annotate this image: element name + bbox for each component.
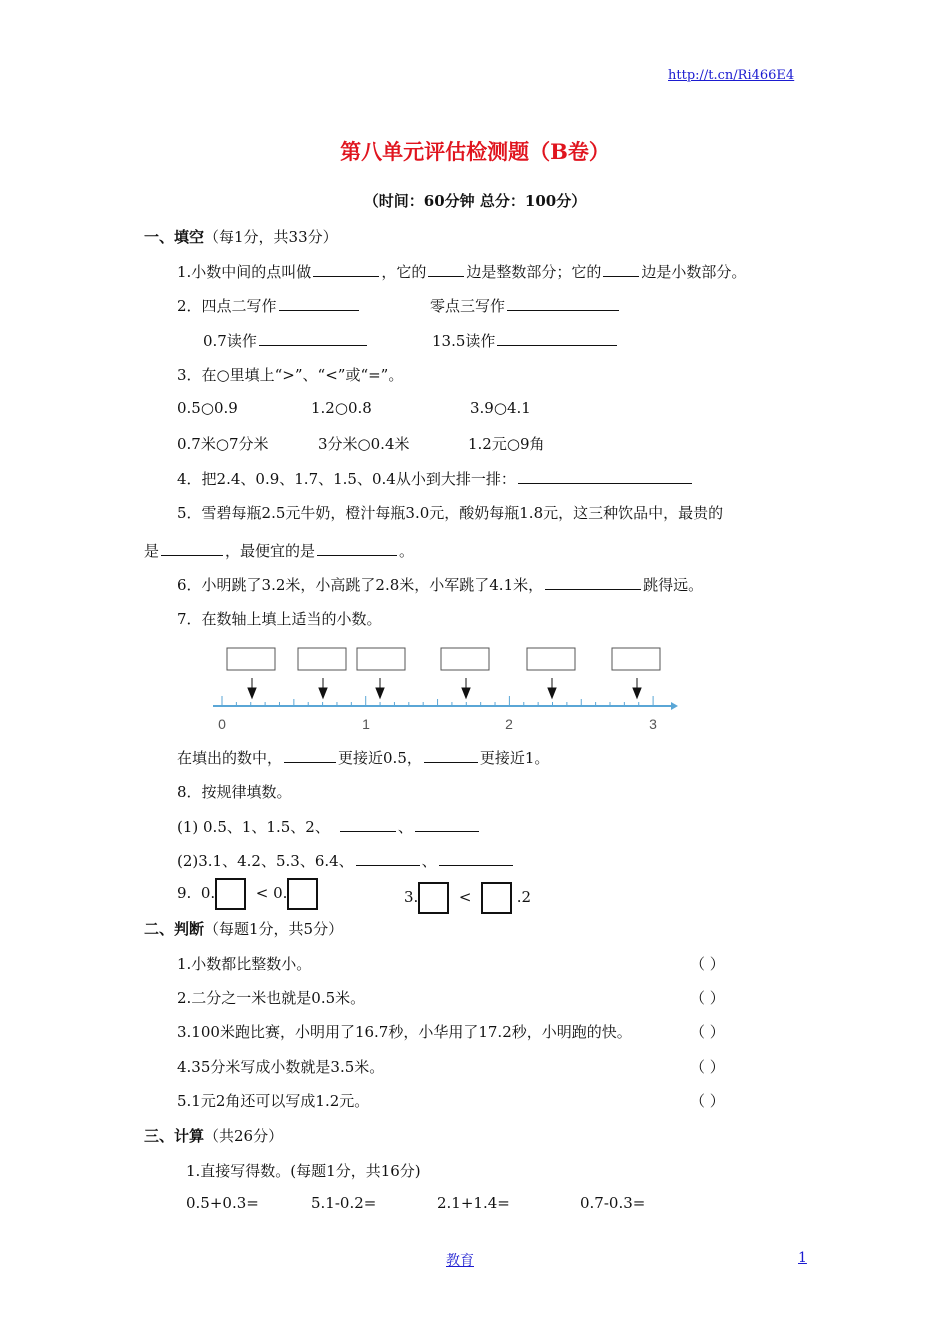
- number-line-figure: [205, 642, 685, 737]
- calc-expr-4: 0.7-0.3=: [580, 1194, 646, 1212]
- q6-text-a: 6．小明跳了3.2米，小高跳了2.8米，小军跳了4.1米，: [177, 576, 544, 594]
- q7-blank-2[interactable]: [424, 748, 478, 763]
- q7-after-b: 更接近0.5，: [338, 749, 422, 767]
- q2-row2b: [432, 330, 619, 351]
- q6-blank[interactable]: [545, 575, 641, 590]
- q3-r1-b: 1.2○0.8: [311, 399, 372, 417]
- judge-item-5: 5.1元2角还可以写成1.2元。: [177, 1092, 370, 1110]
- q9: [177, 878, 318, 910]
- q7-after: [177, 747, 549, 768]
- q1-text-a: 1.小数中间的点叫做: [177, 263, 312, 281]
- q2-blank-3[interactable]: [259, 331, 367, 346]
- q8-p1-blank-2[interactable]: [415, 817, 479, 832]
- q5-line2: [144, 540, 414, 561]
- q1-text-d: 边是小数部分。: [641, 263, 747, 281]
- page-subtitle: （时间：60分钟 总分：100分）: [363, 192, 587, 210]
- q1-blank-3[interactable]: [603, 262, 639, 277]
- section3-heading: 三、计算: [144, 1127, 205, 1145]
- q2-blank-2[interactable]: [507, 296, 619, 311]
- answer-box-2[interactable]: [298, 648, 346, 670]
- q9-text-a: 0.: [200, 884, 216, 902]
- q3-r2-c: 1.2元○9角: [468, 435, 545, 453]
- section1-points: （每1分，共33分）: [204, 228, 338, 246]
- q7-intro: 7．在数轴上填上适当的小数。: [177, 610, 382, 628]
- q6: [177, 574, 703, 595]
- section3-points: （共26分）: [204, 1127, 284, 1145]
- q8-p2-blank-2[interactable]: [439, 851, 513, 866]
- q3-r2-a: 0.7米○7分米: [177, 435, 269, 453]
- judge-answer-5[interactable]: （ ）: [690, 1092, 725, 1110]
- q1-text-b: ，它的: [381, 263, 427, 281]
- q9-box-2[interactable]: [287, 878, 318, 910]
- q4: [177, 468, 694, 489]
- q8-p1-text: (1) 0.5、1、1.5、2、: [177, 818, 330, 836]
- q3-r1-a: 0.5○0.9: [177, 399, 238, 417]
- q8-p2-blank-1[interactable]: [356, 851, 420, 866]
- section2-heading: 二、判断: [144, 920, 205, 938]
- q2-text-d: 13.5读作: [432, 332, 496, 350]
- q9-text-c: 3.: [404, 888, 419, 906]
- calc-expr-1: 0.5+0.3=: [186, 1194, 259, 1212]
- judge-item-1: 1.小数都比整数小。: [177, 955, 312, 973]
- q5-text-b: 是: [144, 542, 160, 560]
- q5-blank-1[interactable]: [161, 541, 223, 556]
- q6-text-b: 跳得远。: [643, 576, 704, 594]
- judge-answer-3[interactable]: （ ）: [690, 1023, 725, 1041]
- axis-label-0: 0: [218, 716, 226, 732]
- q5-line1: 5．雪碧每瓶2.5元牛奶，橙汁每瓶3.0元，酸奶每瓶1.8元，这三种饮品中，最贵的: [177, 504, 724, 522]
- axis-label-1: 1: [362, 716, 370, 732]
- q2-text-b: 零点三写作: [430, 297, 506, 315]
- q4-text: 4．把2.4、0.9、1.7、1.5、0.4从小到大排一排：: [177, 470, 516, 488]
- section1-heading-row: [144, 226, 338, 247]
- q5-blank-2[interactable]: [317, 541, 397, 556]
- q2-blank-1[interactable]: [279, 296, 359, 311]
- answer-box-1[interactable]: [227, 648, 275, 670]
- q1-blank-1[interactable]: [313, 262, 379, 277]
- q8-intro: 8．按规律填数。: [177, 783, 292, 801]
- answer-box-4[interactable]: [441, 648, 489, 670]
- q5-text-c: ，最便宜的是: [225, 542, 316, 560]
- q9-text-d: .2: [516, 888, 532, 906]
- axis-label-2: 2: [505, 716, 513, 732]
- q8-p1-sep: 、: [397, 818, 413, 836]
- q8-p2-sep: 、: [421, 852, 437, 870]
- judge-answer-4[interactable]: （ ）: [690, 1058, 725, 1076]
- calc-expr-3: 2.1+1.4=: [437, 1194, 510, 1212]
- page-title: 第八单元评估检测题（B卷）: [340, 139, 610, 164]
- judge-item-4: 4.35分米写成小数就是3.5米。: [177, 1058, 385, 1076]
- q7-blank-1[interactable]: [284, 748, 336, 763]
- q8-p2: [177, 850, 515, 871]
- q8-p1: [177, 816, 481, 837]
- section2-points: （每题1分，共5分）: [204, 920, 344, 938]
- q9-lt-1: <: [255, 884, 269, 902]
- q9-box-3[interactable]: [418, 882, 449, 914]
- judge-answer-1[interactable]: （ ）: [690, 955, 725, 973]
- q2-row1: [177, 295, 361, 316]
- header-url-link[interactable]: http://t.cn/Ri466E4: [668, 68, 795, 83]
- answer-box-6[interactable]: [612, 648, 660, 670]
- pointer-arrows: [248, 678, 641, 698]
- calc-expr-2: 5.1-0.2=: [311, 1194, 377, 1212]
- answer-box-3[interactable]: [357, 648, 405, 670]
- q2-text-c: 0.7读作: [203, 332, 257, 350]
- q9-number: 9.: [177, 884, 192, 902]
- footer-center-link[interactable]: 教育: [446, 1253, 474, 1269]
- q9-box-1[interactable]: [215, 878, 246, 910]
- q9-box-4[interactable]: [481, 882, 512, 914]
- q5-text-d: 。: [399, 542, 415, 560]
- q1-text-c: 边是整数部分；它的: [466, 263, 602, 281]
- q1: [177, 261, 746, 282]
- q9-right: [404, 882, 531, 914]
- q3-intro: 3．在○里填上“>”、“<”或“=”。: [177, 366, 404, 384]
- judge-item-3: 3.100米跑比赛，小明用了16.7秒，小华用了17.2秒，小明跑的快。: [177, 1023, 632, 1041]
- q2-text-a: 2．四点二写作: [177, 297, 277, 315]
- q2-blank-4[interactable]: [497, 331, 617, 346]
- q8-p1-blank-1[interactable]: [340, 817, 396, 832]
- calc-sub1: 1.直接写得数。(每题1分，共16分): [186, 1162, 421, 1180]
- answer-boxes: [227, 648, 660, 670]
- judge-item-2: 2.二分之一米也就是0.5米。: [177, 989, 366, 1007]
- axis-arrowhead: [671, 702, 678, 710]
- q3-r2-b: 3分米○0.4米: [318, 435, 410, 453]
- q7-after-a: 在填出的数中，: [177, 749, 283, 767]
- q3-r1-c: 3.9○4.1: [470, 399, 531, 417]
- q7-after-c: 更接近1。: [479, 749, 550, 767]
- q9-text-b: 0.: [273, 884, 288, 902]
- q2-row1b: [430, 295, 621, 316]
- footer-page-number[interactable]: 1: [798, 1250, 807, 1266]
- q1-blank-2[interactable]: [428, 262, 464, 277]
- axis-ticks: [222, 696, 653, 706]
- answer-box-5[interactable]: [527, 648, 575, 670]
- section1-heading: 一、填空: [144, 228, 205, 246]
- section2-heading-row: [144, 918, 343, 939]
- q2-row2: [203, 330, 369, 351]
- section3-heading-row: [144, 1125, 283, 1146]
- q4-blank[interactable]: [518, 469, 692, 484]
- judge-answer-2[interactable]: （ ）: [690, 989, 725, 1007]
- axis-label-3: 3: [649, 716, 657, 732]
- q9-lt-2: <: [458, 888, 472, 906]
- q8-p2-text: (2)3.1、4.2、5.3、6.4、: [177, 852, 354, 870]
